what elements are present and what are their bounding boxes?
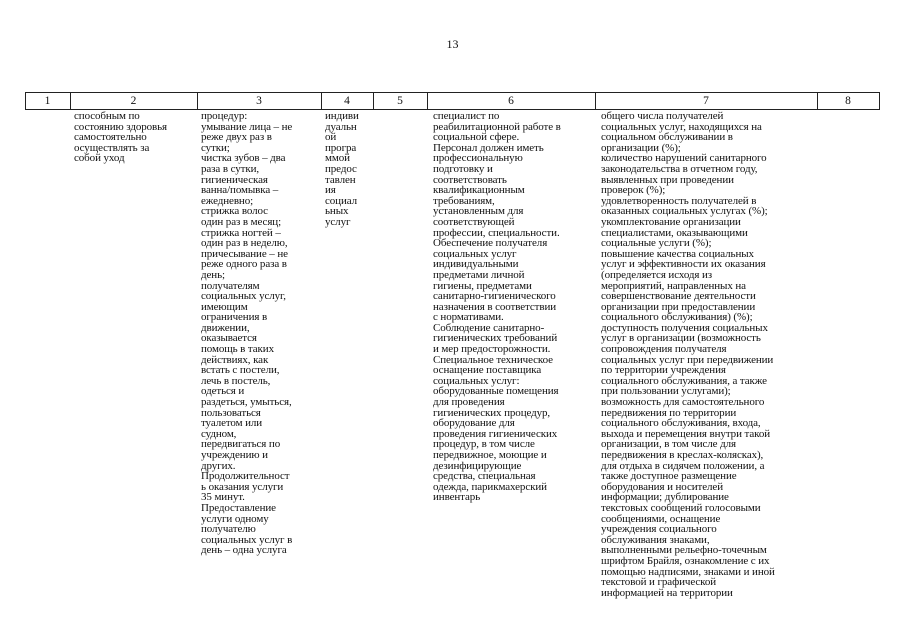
column-divider xyxy=(879,92,880,109)
column-header-2: 2 xyxy=(130,95,137,107)
column-header-6: 6 xyxy=(508,95,514,107)
cell-col6-requirements: специалист по реабилитационной работе в социальной сфере. Персонал должен иметь профессиональную подготовку и соответствовать квалификационным требованиям, установленным для соответствующей профессии, специальности. Обеспечение получателя социальных услуг индивидуальными предметами личной гигиены, предметами санитарно-гигиенического назначения в соответствии с нормативами. Соблюдение санитарно- гигиенических требований и мер предосторожности. Специальное техническое оснащение поставщика социальных услуг: оборудованные помещения для проведения гигиенических процедур, оборудование для проведения гигиенических процедур, в том числе передвижное, моющие и дезинфицирующие средства, специальная одежда, парикмахерский инвентарь xyxy=(433,110,561,504)
column-header-3: 3 xyxy=(256,95,262,107)
cell-col3-procedures: процедур: умывание лица – не реже двух раз в сутки; чистка зубов – два раза в сутки, гигиеническая ванна/помывка – ежедневно; стрижка волос один раз в месяц; стрижка ногтей – один раз в неделю, причесывание – не реже одного раза в день; получателям социальных услуг, имеющим ограничения в движении, оказывается помощь в таких действиях, как встать с постели, лечь в постель, одеться и раздеться, умыться, пользоваться туалетом или судном, передвигаться по учреждению и других. Продолжительност ь оказания услуги 35 минут. Предоставление услуги одному получателю социальных услуг в день – одна услуга xyxy=(201,110,293,557)
column-header-8: 8 xyxy=(845,95,851,107)
cell-col4-program: индиви дуальн ой програ ммой предос тавлен ия социал ьных услуг xyxy=(325,110,359,228)
cell-col2-conditions: способным по состоянию здоровья самостоятельно осуществлять за собой уход xyxy=(74,110,168,165)
column-header-7: 7 xyxy=(703,95,709,107)
column-header-4: 4 xyxy=(344,95,350,107)
page-number: 13 xyxy=(446,37,459,51)
services-table xyxy=(25,92,880,632)
cell-col7-indicators: общего числа получателей социальных услуг, находящихся на социальном обслуживании в организации (%); количество нарушений санитарного законодательства в отчетном году, выявленных при проведении проверок (%); удовлетворенность получателей в оказанных социальных услугах (%); укомплектование организации специалистами, оказывающими социальные услуги (%); повышение качества социальных услуг и эффективности их оказания (определяется исходя из мероприятий, направленных на совершенствование деятельности организации при предоставлении социального обслуживания) (%); доступность получения социальных услуг в организации (возможность сопровождения получателя социальных услуг при передвижении по территории учреждения социального обслуживания, а также при пользовании услугами); возможность для самостоятельного передвижения по территории социального обслуживания, входа, выхода и перемещения внутри такой организации, в том числе для передвижения в креслах-колясках), для отдыха в сидячем положении, а также доступное размещение оборудования и носителей информации; дублирование текстовых сообщений голосовыми сообщениями, оснащение учреждения социального обслуживания знаками, выполненными рельефно-точечным шрифтом Брайля, ознакомление с их помощью надписями, знаками и иной текстовой и графической информацией на территории xyxy=(601,110,775,599)
column-header-5: 5 xyxy=(397,95,403,107)
column-header-1: 1 xyxy=(44,95,51,107)
